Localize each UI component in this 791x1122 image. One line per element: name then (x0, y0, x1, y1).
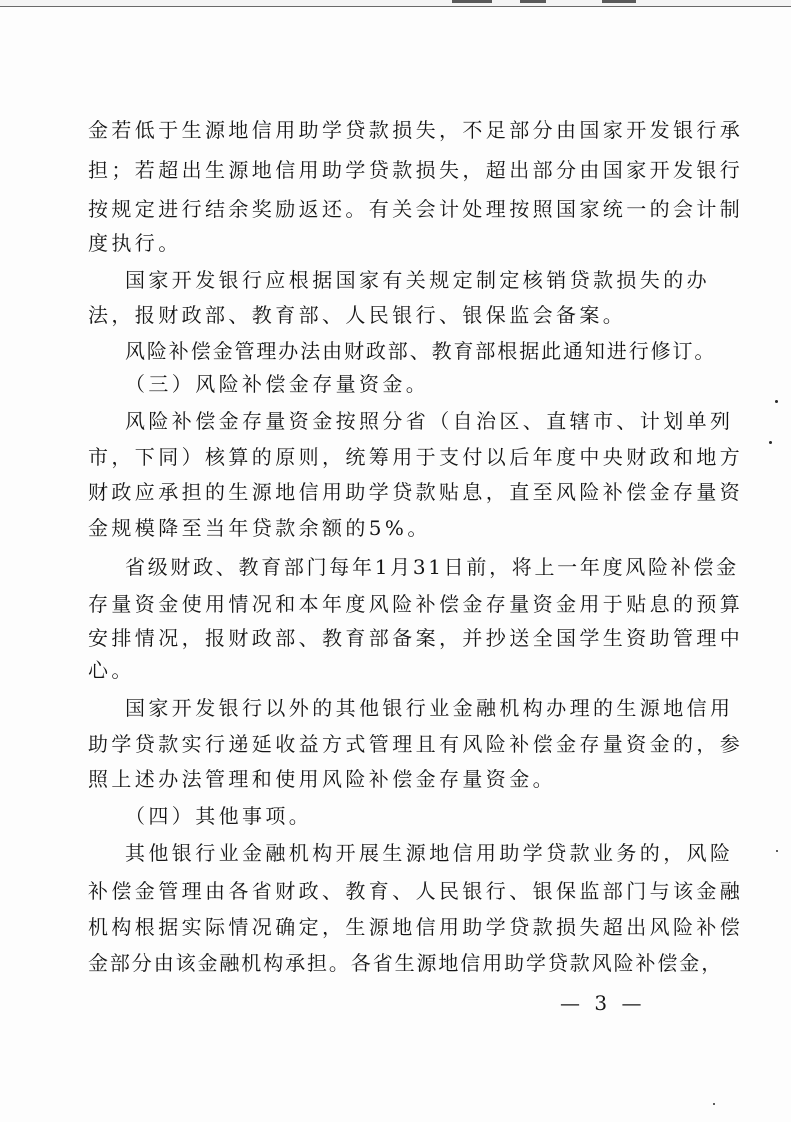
scan-speck (769, 441, 772, 444)
scan-speck (776, 850, 778, 852)
section-heading: （四）其他事项。 (125, 804, 313, 828)
scan-speck (713, 1103, 715, 1105)
body-text-line: 安排情况，报财政部、教育部备案，并抄送全国学生资助管理中 (88, 626, 744, 650)
body-text-line: 机构根据实际情况确定，生源地信用助学贷款损失超出风险补偿 (88, 915, 744, 939)
scan-speck (775, 400, 778, 403)
body-text-line: 补偿金管理由各省财政、教育、人民银行、银保监部门与该金融 (88, 879, 744, 903)
body-text-line: 助学贷款实行递延收益方式管理且有风险补偿金存量资金的，参 (88, 732, 744, 756)
body-text-line: 市，下同）核算的原则，统筹用于支付以后年度中央财政和地方 (88, 445, 744, 469)
body-text-line: 国家开发银行应根据国家有关规定制定核销贷款损失的办 (125, 268, 710, 292)
body-text-line: 存量资金使用情况和本年度风险补偿金存量资金用于贴息的预算 (88, 592, 744, 616)
body-text-line: 省级财政、教育部门每年1月31日前，将上一年度风险补偿金 (125, 555, 739, 579)
body-text-line: 国家开发银行以外的其他银行业金融机构办理的生源地信用 (125, 696, 734, 720)
body-text-line: 金部分由该金融机构承担。各省生源地信用助学贷款风险补偿金， (88, 951, 724, 975)
body-text-line: 照上述办法管理和使用风险补偿金存量资金。 (88, 767, 556, 791)
page-number: — 3 — (560, 991, 646, 1015)
section-heading: （三）风险补偿金存量资金。 (125, 372, 430, 396)
body-text-line: 心。 (88, 658, 135, 682)
body-text-line: 度执行。 (88, 231, 182, 255)
body-text-line: 金规模降至当年贷款余额的5%。 (88, 516, 431, 540)
body-text-line: 财政应承担的生源地信用助学贷款贴息，直至风险补偿金存量资 (88, 480, 744, 504)
body-text-line: 金若低于生源地信用助学贷款损失，不足部分由国家开发银行承 (88, 118, 744, 142)
scan-top-edge (0, 0, 791, 7)
body-text-line: 担；若超出生源地信用助学贷款损失，超出部分由国家开发银行 (88, 158, 744, 182)
body-text-line: 风险补偿金管理办法由财政部、教育部根据此通知进行修订。 (125, 339, 717, 363)
body-text-line: 按规定进行结余奖励返还。有关会计处理按照国家统一的会计制 (88, 197, 744, 221)
body-text-line: 风险补偿金存量资金按照分省（自治区、直辖市、计划单列 (125, 409, 734, 433)
body-text-line: 其他银行业金融机构开展生源地信用助学贷款业务的，风险 (125, 841, 734, 865)
body-text-line: 法，报财政部、教育部、人民银行、银保监会备案。 (88, 303, 627, 327)
